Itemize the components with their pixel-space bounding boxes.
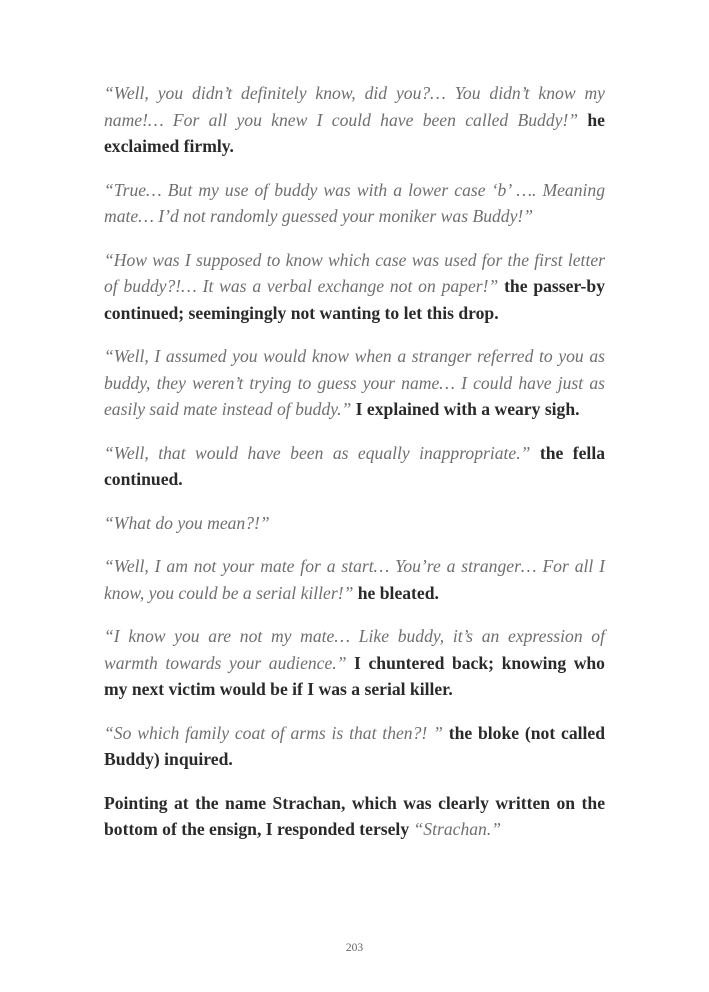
paragraph-10 [104,790,605,843]
paragraph-3 [104,247,605,327]
paragraph-6 [104,510,605,537]
dialogue-text: “Strachan.” [413,819,502,839]
paragraph-9 [104,720,605,773]
page-number: 203 [345,942,364,954]
paragraph-1 [104,80,605,160]
dialogue-text: “I know you are not my mate… Like buddy, it’s an expression of warmth towards your audience.” [104,626,605,673]
dialogue-text: “Well, I am not your mate for a start… You’re a stranger… For all I know, you could be a serial killer!” [104,556,605,603]
narration-text: the fella continued. [104,442,605,489]
narration-text: I explained with a weary sigh. [351,399,580,419]
narration-text: he exclaimed firmly. [104,109,605,156]
paragraph-2 [104,177,605,230]
page-body [104,80,605,860]
dialogue-text: “Well, I assumed you would know when a stranger referred to you as buddy, they weren’t trying to guess your name… I could have just as easily said mate instead of buddy.” [104,346,605,419]
narration-text: the passer-by continued; seemingingly not wanting to let this drop. [104,276,606,323]
narration-text: he bleated. [353,582,439,603]
paragraph-8 [104,623,605,703]
dialogue-text: “Well, that would have been as equally inappropriate.” [104,442,531,463]
paragraph-7 [104,553,605,606]
dialogue-text: “What do you mean?!” [104,512,270,533]
paragraph-4 [104,343,605,423]
narration-text: I chuntered back; knowing who my next victim would be if I was a serial killer. [104,652,605,699]
dialogue-text: “So which family coat of arms is that then?! ” [104,722,443,743]
dialogue-text: “How was I supposed to know which case was used for the first letter of buddy?!… It was a verbal exchange not on paper!” [104,249,605,296]
paragraph-5 [104,440,605,493]
narration-text: the bloke (not called Buddy) inquired. [104,722,605,769]
narration-text: Pointing at the name Strachan, which was clearly written on the bottom of the ensign, I responded tersely [104,792,605,839]
dialogue-text: “Well, you didn’t definitely know, did you?… You didn’t know my name!… For all you knew I could have been called Buddy!” [104,83,605,130]
dialogue-text: “True… But my use of buddy was with a lower case ‘b’ …. Meaning mate… I’d not randomly guessed your moniker was Buddy!” [104,179,605,226]
